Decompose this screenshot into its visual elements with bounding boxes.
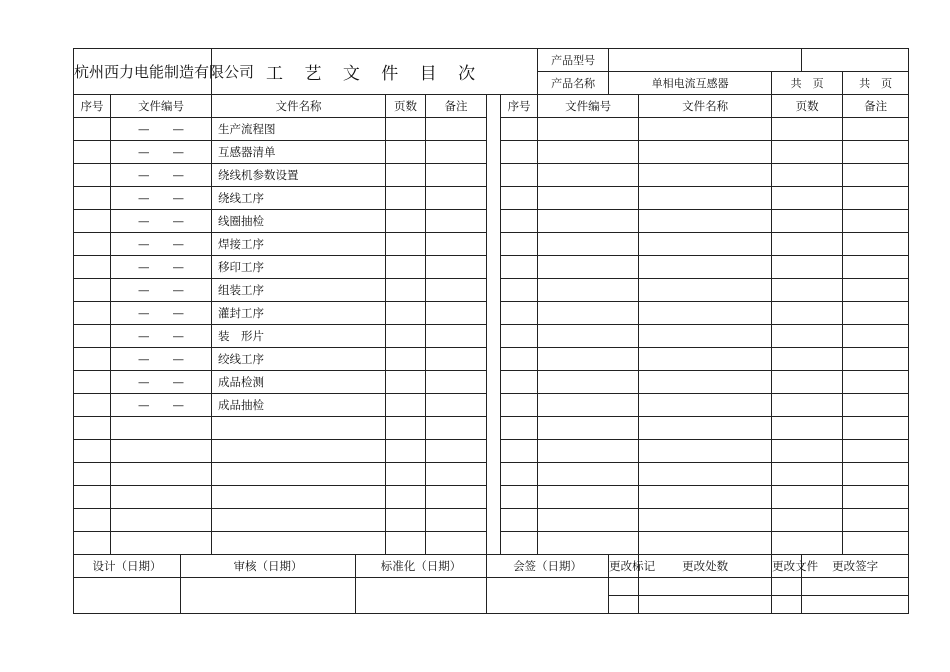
column-gap (487, 509, 501, 532)
col-pages-right: 页数 (772, 95, 843, 118)
remarks-cell-right (843, 532, 909, 555)
seq-cell-right (501, 210, 538, 233)
doc-no-cell-right (538, 509, 639, 532)
pages-cell (386, 440, 426, 463)
doc-name-cell-right (639, 532, 772, 555)
doc-name-cell (212, 417, 386, 440)
doc-no-cell-right (538, 233, 639, 256)
design-sign-cell (74, 578, 181, 614)
doc-no-cell-right (538, 348, 639, 371)
seq-cell (74, 118, 111, 141)
pages-cell-right (772, 440, 843, 463)
doc-no-cell: — — (111, 348, 212, 371)
seq-cell-right (501, 279, 538, 302)
document-index-table (73, 48, 909, 614)
remarks-cell-right (843, 118, 909, 141)
pages-cell (386, 348, 426, 371)
remarks-cell (426, 141, 487, 164)
remarks-cell-right (843, 233, 909, 256)
remarks-cell (426, 233, 487, 256)
pages-cell-right (772, 187, 843, 210)
doc-no-cell: — — (111, 325, 212, 348)
doc-no-cell-right (538, 164, 639, 187)
col-doc-name-left: 文件名称 (212, 95, 386, 118)
remarks-cell (426, 325, 487, 348)
table-row (74, 417, 909, 440)
change-sign-cell-2 (802, 596, 909, 614)
column-gap (487, 233, 501, 256)
remarks-cell-right (843, 256, 909, 279)
remarks-cell-right (843, 463, 909, 486)
pages-cell-right (772, 532, 843, 555)
table-row (74, 302, 909, 325)
doc-no-cell: — — (111, 394, 212, 417)
seq-cell-right (501, 463, 538, 486)
standardization-label: 标准化（日期） (356, 555, 487, 578)
seq-cell-right (501, 256, 538, 279)
seq-cell (74, 302, 111, 325)
doc-name-cell: 焊接工序 (212, 233, 386, 256)
pages-cell-right (772, 233, 843, 256)
doc-name-cell-right (639, 509, 772, 532)
seq-cell-right (501, 371, 538, 394)
column-gap (487, 141, 501, 164)
column-gap (487, 348, 501, 371)
pages-cell-right (772, 325, 843, 348)
pages-cell-right (772, 394, 843, 417)
remarks-cell (426, 463, 487, 486)
pages-cell (386, 279, 426, 302)
table-row (74, 187, 909, 210)
doc-no-cell-right (538, 187, 639, 210)
column-gap (487, 95, 501, 118)
total-pages-cell-2: 共 页 (843, 72, 909, 95)
product-name-value: 单相电流互感器 (609, 72, 772, 95)
remarks-cell (426, 394, 487, 417)
remarks-cell (426, 256, 487, 279)
seq-cell-right (501, 141, 538, 164)
doc-no-cell-right (538, 118, 639, 141)
column-gap (487, 164, 501, 187)
column-gap (487, 417, 501, 440)
col-seq-right: 序号 (501, 95, 538, 118)
seq-cell-right (501, 532, 538, 555)
pages-cell (386, 394, 426, 417)
column-gap (487, 302, 501, 325)
pages-cell-right (772, 210, 843, 233)
doc-name-cell: 成品检测 (212, 371, 386, 394)
seq-cell (74, 210, 111, 233)
seq-cell (74, 164, 111, 187)
remarks-cell (426, 210, 487, 233)
pages-cell-right (772, 486, 843, 509)
countersign-label: 会签（日期） (487, 555, 609, 578)
doc-no-cell: — — (111, 302, 212, 325)
change-mark-cell-1 (609, 578, 639, 596)
remarks-cell-right (843, 187, 909, 210)
remarks-cell (426, 279, 487, 302)
col-doc-name-right: 文件名称 (639, 95, 772, 118)
table-row (74, 118, 909, 141)
table-row (74, 394, 909, 417)
doc-name-cell-right (639, 141, 772, 164)
pages-cell-right (772, 256, 843, 279)
seq-cell (74, 279, 111, 302)
doc-no-cell-right (538, 440, 639, 463)
change-count-label: 更改处数 (639, 555, 772, 578)
doc-name-cell-right (639, 417, 772, 440)
table-row (74, 486, 909, 509)
doc-name-cell-right (639, 325, 772, 348)
doc-name-cell-right (639, 463, 772, 486)
pages-cell (386, 486, 426, 509)
change-doc-cell-2 (772, 596, 802, 614)
company-name: 杭州西力电能制造有限公司 (74, 49, 212, 95)
column-gap (487, 532, 501, 555)
seq-cell-right (501, 118, 538, 141)
table-row (74, 210, 909, 233)
doc-name-cell: 灌封工序 (212, 302, 386, 325)
table-row (74, 440, 909, 463)
seq-cell-right (501, 394, 538, 417)
pages-cell-right (772, 118, 843, 141)
pages-cell (386, 532, 426, 555)
table-row (74, 164, 909, 187)
change-sign-label: 更改签字 (802, 555, 909, 578)
seq-cell (74, 256, 111, 279)
remarks-cell (426, 371, 487, 394)
pages-cell-right (772, 302, 843, 325)
total-pages-cell-1: 共 页 (772, 72, 843, 95)
seq-cell (74, 417, 111, 440)
doc-name-cell-right (639, 210, 772, 233)
doc-name-cell-right (639, 233, 772, 256)
change-mark-label: 更改标记 (609, 555, 639, 578)
remarks-cell-right (843, 141, 909, 164)
header-blank-cell (802, 49, 909, 72)
pages-cell-right (772, 509, 843, 532)
table-row (74, 348, 909, 371)
column-headings-row (74, 95, 909, 118)
seq-cell (74, 187, 111, 210)
doc-no-cell-right (538, 302, 639, 325)
remarks-cell-right (843, 509, 909, 532)
table-row (74, 233, 909, 256)
pages-cell (386, 463, 426, 486)
remarks-cell-right (843, 302, 909, 325)
table-row (74, 256, 909, 279)
column-gap (487, 118, 501, 141)
doc-name-cell: 线圈抽检 (212, 210, 386, 233)
doc-name-cell-right (639, 279, 772, 302)
doc-no-cell: — — (111, 187, 212, 210)
pages-cell (386, 210, 426, 233)
remarks-cell-right (843, 348, 909, 371)
doc-no-cell (111, 532, 212, 555)
seq-cell (74, 440, 111, 463)
doc-name-cell: 绕线机参数设置 (212, 164, 386, 187)
doc-name-cell-right (639, 348, 772, 371)
doc-no-cell-right (538, 486, 639, 509)
pages-cell-right (772, 348, 843, 371)
column-gap (487, 463, 501, 486)
doc-no-cell: — — (111, 141, 212, 164)
column-gap (487, 440, 501, 463)
doc-name-cell-right (639, 371, 772, 394)
seq-cell (74, 394, 111, 417)
doc-no-cell: — — (111, 164, 212, 187)
col-remarks-left: 备注 (426, 95, 487, 118)
column-gap (487, 394, 501, 417)
remarks-cell-right (843, 486, 909, 509)
doc-no-cell-right (538, 279, 639, 302)
seq-cell-right (501, 417, 538, 440)
footer-label-row (74, 555, 909, 578)
pages-cell (386, 187, 426, 210)
seq-cell (74, 486, 111, 509)
doc-name-cell: 绕线工序 (212, 187, 386, 210)
seq-cell-right (501, 164, 538, 187)
remarks-cell-right (843, 279, 909, 302)
remarks-cell (426, 187, 487, 210)
remarks-cell-right (843, 417, 909, 440)
countersign-cell (487, 578, 609, 614)
doc-no-cell-right (538, 371, 639, 394)
doc-name-cell-right (639, 394, 772, 417)
doc-name-cell-right (639, 187, 772, 210)
pages-cell (386, 417, 426, 440)
remarks-cell (426, 509, 487, 532)
change-doc-label: 更改文件 (772, 555, 802, 578)
doc-no-cell (111, 509, 212, 532)
column-gap (487, 187, 501, 210)
doc-name-cell: 装 形片 (212, 325, 386, 348)
doc-no-cell: — — (111, 233, 212, 256)
doc-no-cell-right (538, 210, 639, 233)
doc-no-cell-right (538, 532, 639, 555)
remarks-cell (426, 440, 487, 463)
doc-no-cell (111, 417, 212, 440)
table-row (74, 325, 909, 348)
remarks-cell (426, 532, 487, 555)
col-pages-left: 页数 (386, 95, 426, 118)
pages-cell (386, 256, 426, 279)
doc-name-cell: 互感器清单 (212, 141, 386, 164)
column-gap (487, 279, 501, 302)
doc-no-cell-right (538, 417, 639, 440)
remarks-cell (426, 417, 487, 440)
remarks-cell-right (843, 325, 909, 348)
seq-cell-right (501, 440, 538, 463)
seq-cell-right (501, 302, 538, 325)
column-gap (487, 325, 501, 348)
seq-cell (74, 371, 111, 394)
remarks-cell (426, 486, 487, 509)
doc-name-cell (212, 463, 386, 486)
standard-sign-cell (356, 578, 487, 614)
doc-no-cell-right (538, 394, 639, 417)
doc-no-cell: — — (111, 279, 212, 302)
pages-cell-right (772, 279, 843, 302)
doc-no-cell-right (538, 141, 639, 164)
column-gap (487, 256, 501, 279)
table-row (74, 371, 909, 394)
seq-cell-right (501, 187, 538, 210)
doc-name-cell: 生产流程图 (212, 118, 386, 141)
pages-cell-right (772, 141, 843, 164)
review-label: 审核（日期） (181, 555, 356, 578)
doc-name-cell (212, 532, 386, 555)
doc-name-cell-right (639, 440, 772, 463)
table-row (74, 463, 909, 486)
remarks-cell-right (843, 394, 909, 417)
doc-name-cell: 成品抽检 (212, 394, 386, 417)
doc-no-cell (111, 463, 212, 486)
pages-cell (386, 371, 426, 394)
seq-cell (74, 463, 111, 486)
remarks-cell-right (843, 210, 909, 233)
pages-cell (386, 164, 426, 187)
doc-name-cell-right (639, 118, 772, 141)
doc-name-cell-right (639, 164, 772, 187)
table-row (74, 509, 909, 532)
doc-name-cell (212, 509, 386, 532)
doc-no-cell (111, 440, 212, 463)
seq-cell-right (501, 325, 538, 348)
change-mark-cell-2 (609, 596, 639, 614)
review-sign-cell (181, 578, 356, 614)
col-seq-left: 序号 (74, 95, 111, 118)
seq-cell (74, 509, 111, 532)
seq-cell (74, 141, 111, 164)
product-model-value (609, 49, 802, 72)
remarks-cell (426, 302, 487, 325)
design-label: 设计（日期） (74, 555, 181, 578)
seq-cell-right (501, 486, 538, 509)
col-doc-no-left: 文件编号 (111, 95, 212, 118)
pages-cell (386, 233, 426, 256)
table-row (74, 279, 909, 302)
process-document-index-sheet (73, 48, 909, 614)
document-title: 工 艺 文 件 目 次 (212, 49, 538, 95)
doc-no-cell (111, 486, 212, 509)
pages-cell-right (772, 417, 843, 440)
pages-cell-right (772, 463, 843, 486)
doc-name-cell-right (639, 486, 772, 509)
pages-cell (386, 302, 426, 325)
table-row (74, 532, 909, 555)
doc-name-cell: 绞线工序 (212, 348, 386, 371)
doc-no-cell: — — (111, 256, 212, 279)
seq-cell (74, 348, 111, 371)
pages-cell-right (772, 371, 843, 394)
product-model-label: 产品型号 (538, 49, 609, 72)
doc-no-cell: — — (111, 371, 212, 394)
seq-cell (74, 532, 111, 555)
remarks-cell-right (843, 440, 909, 463)
remarks-cell (426, 118, 487, 141)
seq-cell-right (501, 348, 538, 371)
doc-name-cell-right (639, 302, 772, 325)
column-gap (487, 486, 501, 509)
change-count-cell-2 (639, 596, 772, 614)
seq-cell-right (501, 509, 538, 532)
col-remarks-right: 备注 (843, 95, 909, 118)
col-doc-no-right: 文件编号 (538, 95, 639, 118)
doc-no-cell-right (538, 256, 639, 279)
remarks-cell (426, 348, 487, 371)
pages-cell (386, 509, 426, 532)
doc-name-cell (212, 440, 386, 463)
change-doc-cell-1 (772, 578, 802, 596)
pages-cell (386, 118, 426, 141)
product-name-label: 产品名称 (538, 72, 609, 95)
doc-name-cell-right (639, 256, 772, 279)
doc-no-cell-right (538, 463, 639, 486)
column-gap (487, 210, 501, 233)
pages-cell (386, 141, 426, 164)
doc-name-cell (212, 486, 386, 509)
doc-no-cell: — — (111, 210, 212, 233)
seq-cell (74, 325, 111, 348)
remarks-cell (426, 164, 487, 187)
column-gap (487, 371, 501, 394)
remarks-cell-right (843, 371, 909, 394)
doc-no-cell-right (538, 325, 639, 348)
doc-name-cell: 组装工序 (212, 279, 386, 302)
table-row (74, 141, 909, 164)
pages-cell-right (772, 164, 843, 187)
seq-cell-right (501, 233, 538, 256)
pages-cell (386, 325, 426, 348)
change-count-cell-1 (639, 578, 772, 596)
seq-cell (74, 233, 111, 256)
doc-no-cell: — — (111, 118, 212, 141)
doc-name-cell: 移印工序 (212, 256, 386, 279)
remarks-cell-right (843, 164, 909, 187)
change-sign-cell-1 (802, 578, 909, 596)
